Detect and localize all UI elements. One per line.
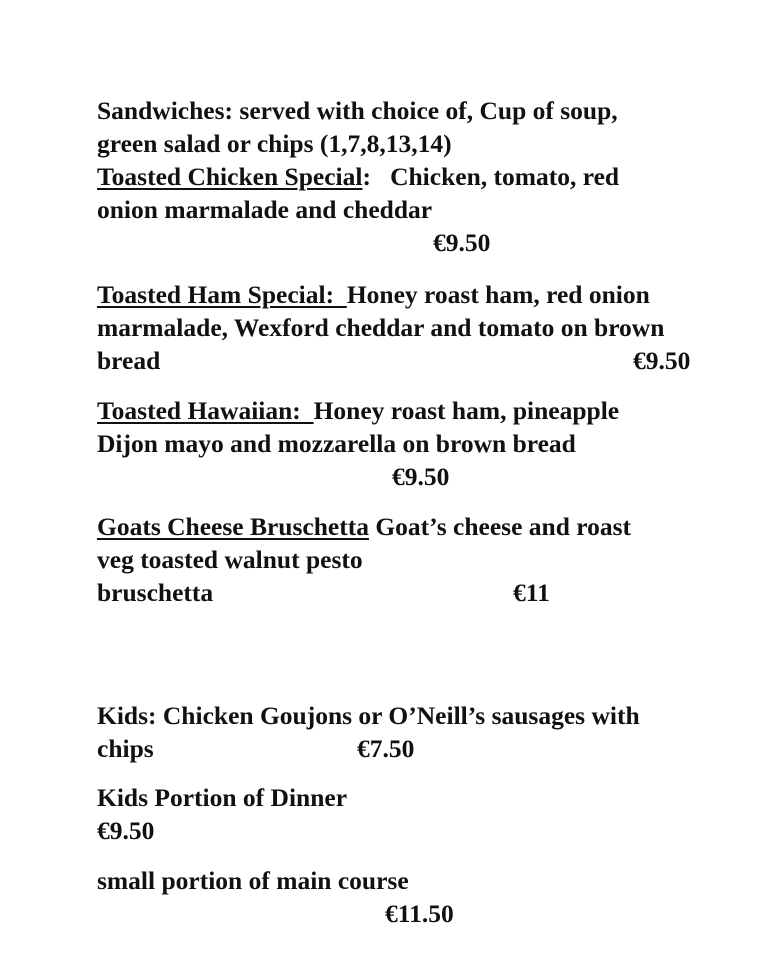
item-description: veg toasted walnut pesto <box>97 545 363 574</box>
menu-item-goats-cheese-bruschetta <box>97 510 737 609</box>
item-name: Toasted Ham Special: <box>97 280 347 309</box>
item-price: €9.50 <box>633 346 691 375</box>
sandwiches-intro-line-2: green salad or chips (1,7,8,13,14) <box>97 129 452 158</box>
item-description: bruschetta <box>97 578 214 607</box>
item-description: marmalade, Wexford cheddar and tomato on brown <box>97 313 665 342</box>
item-description: Honey roast ham, pineapple <box>313 396 620 425</box>
kids-item-small-portion-main <box>97 864 737 930</box>
item-name: Toasted Hawaiian: <box>97 396 314 425</box>
item-price: €11 <box>513 578 550 607</box>
sandwiches-intro-line-1: Sandwiches: served with choice of, Cup of soup, <box>97 96 618 125</box>
item-description: small portion of main course <box>97 866 409 895</box>
item-description: Kids: Chicken Goujons or O’Neill’s sausages with <box>97 701 640 730</box>
sandwiches-section <box>97 94 737 259</box>
item-description: Goat’s cheese and roast <box>368 512 632 541</box>
item-price: €7.50 <box>357 734 415 763</box>
item-description: chips <box>97 734 154 763</box>
menu-item-toasted-ham-special <box>97 278 737 377</box>
item-price: €9.50 <box>392 462 450 491</box>
item-description: Honey roast ham, red onion <box>346 280 650 309</box>
item-description: Kids Portion of Dinner <box>97 783 348 812</box>
item-name: Goats Cheese Bruschetta <box>97 512 369 541</box>
item-name: Toasted Chicken Special <box>97 162 363 191</box>
kids-item-goujons-sausages <box>97 699 737 765</box>
item-description: Chicken, tomato, red <box>370 162 620 191</box>
item-description: onion marmalade and cheddar <box>97 195 433 224</box>
item-name-suffix: : <box>362 162 371 191</box>
menu-item-toasted-chicken-special <box>97 160 737 259</box>
item-price: €11.50 <box>385 899 454 928</box>
kids-item-portion-of-dinner <box>97 781 737 847</box>
item-price: €9.50 <box>433 228 491 257</box>
item-description: bread <box>97 346 161 375</box>
menu-item-toasted-hawaiian <box>97 394 737 493</box>
item-price: €9.50 <box>97 816 155 845</box>
item-description: Dijon mayo and mozzarella on brown bread <box>97 429 576 458</box>
